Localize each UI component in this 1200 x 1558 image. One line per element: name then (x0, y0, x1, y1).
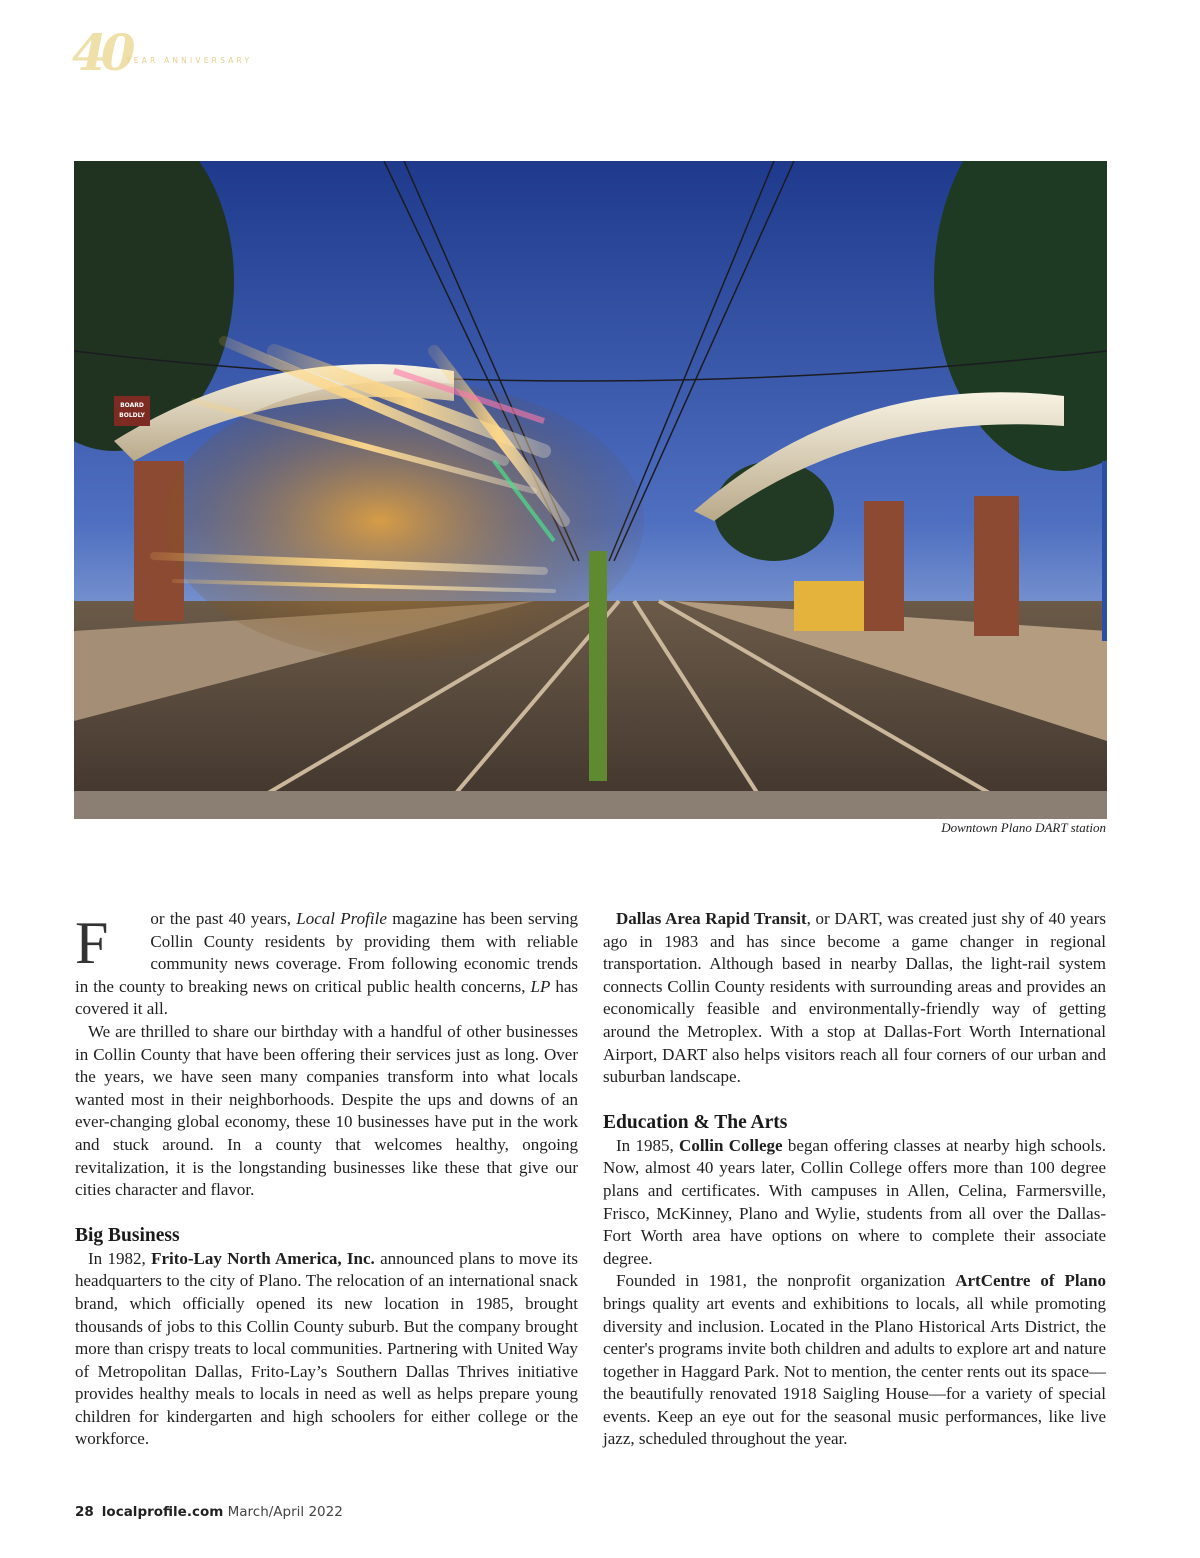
body-paragraph: In 1985, Collin College began offering classes at nearby high schools. Now, almost 40 years later, Collin College offers more than 100 degree plans and certificates. With campuses in Allen, Celina, Farmersville, Frisco, McKinney, Plano and Wylie, students from all over the Dallas-Fort Worth area have options on where to complete their associate degree. (603, 1135, 1106, 1268)
article-left-column (75, 908, 578, 1451)
footer-date: March/April 2022 (227, 1504, 343, 1520)
body-paragraph: Founded in 1981, the nonprofit organization ArtCentre of Plano brings quality art events and exhibitions to locals, all while promoting diversity and inclusion. Located in the Plano Historical Arts District, the center's programs invite both children and adults to explore art and nature together in Haggard Park. Not to mention, the center rents out its space—the beautifully renovated 1918 Saigling House—for a variety of special events. Keep an eye out for the seasonal music performances, like live jazz, scheduled throughout the year. (603, 1271, 1107, 1449)
body-paragraph: Dallas Area Rapid Transit, or DART, was created just shy of 40 years ago in 1983 and has since become a game changer in regional transportation. Although based in nearby Dallas, the light-rail system connects Collin County residents with surrounding areas and provides an economically feasible and environmentally-friendly way of getting around the Metroplex. With a stop at Dallas-Fort Worth International Airport, DART also helps visitors reach all four corners of our urban and suburban landscape. (603, 909, 1106, 1087)
logo-tagline: YEAR ANNIVERSARY (126, 56, 253, 65)
business-name: Collin College (679, 1135, 783, 1155)
footer-site: localprofile.com (101, 1504, 224, 1520)
business-name: Frito-Lay North America, Inc. (151, 1248, 375, 1268)
page-footer (75, 1504, 343, 1520)
logo-number: 40 (72, 23, 130, 82)
business-name: ArtCentre of Plano (955, 1271, 1107, 1291)
magazine-name: Local Profile (296, 909, 387, 928)
station-photo (74, 161, 1107, 819)
intro-paragraph: F or the past 40 years, Local Profile magazine has been serving Collin County residents by providing them with reliable community news coverage. From following economic trends in the county to breaking news on critical public health concerns, LP has covered it all. (75, 909, 579, 1019)
photo-caption: Downtown Plano DART station (941, 820, 1106, 835)
section-heading: Education & The Arts (603, 1111, 788, 1133)
body-paragraph: In 1982, Frito-Lay North America, Inc. announced plans to move its headquarters to the city of Plano. The relocation of an international snack brand, which officially opened its new location in 1985, brought thousands of jobs to this Collin County suburb. But the company brought more than crispy treats to local communities. Partnering with United Way of Metropolitan Dallas, Frito-Lay’s Southern Dallas Thrives initiative provides healthy meals to locals in need as well as helps prepare young children for kindergarten and high schoolers for either college or the workforce. (75, 1248, 579, 1449)
business-name: Dallas Area Rapid Transit (616, 909, 807, 928)
svg-text:BOLDLY: BOLDLY (119, 412, 145, 419)
article-right-column (603, 908, 1106, 1451)
body-paragraph: We are thrilled to share our birthday with a handful of other businesses in Collin County that have been offering their services just as long. Over the years, we have seen many companies transform into what locals wanted most in their neighborhoods. Despite the ups and downs of an ever-changing global economy, these 10 businesses have put in the work and stuck around. In a county that welcomes healthy, ongoing revitalization, it is the longstanding businesses like these that give our cities character and flavor. (75, 1021, 578, 1200)
section-heading: Big Business (75, 1224, 180, 1246)
sign-text: BOARD (120, 402, 144, 409)
page-number: 28 (75, 1504, 94, 1520)
drop-cap: F (75, 910, 109, 976)
